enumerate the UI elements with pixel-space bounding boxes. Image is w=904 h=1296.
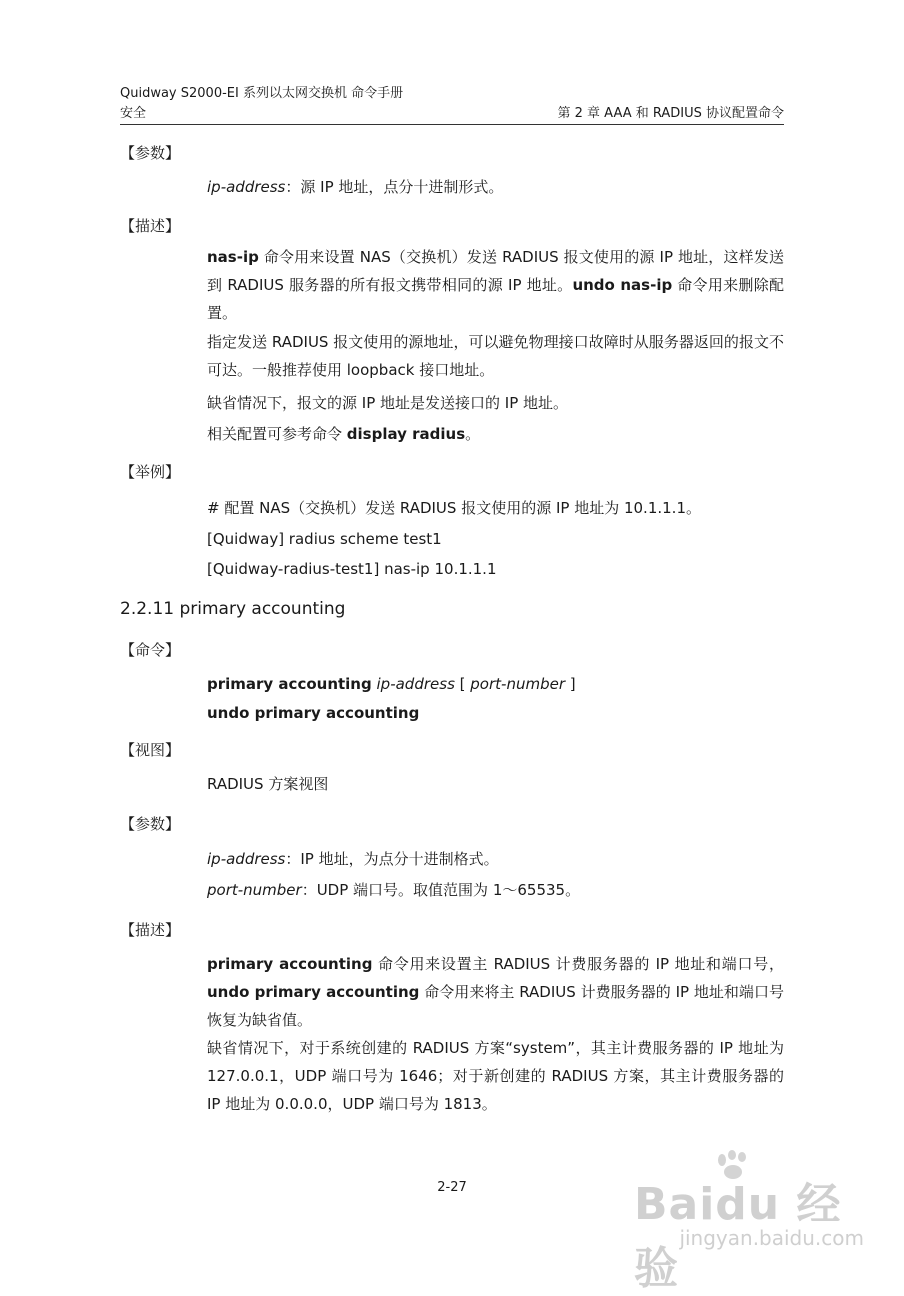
desc2-para-1	[207, 950, 784, 1034]
desc-text: 命令用来设置主 RADIUS 计费服务器的 IP 地址和端口号，	[372, 955, 784, 973]
cmd-display-radius: display radius	[346, 425, 466, 443]
desc2-para-2: 缺省情况下，对于系统创建的 RADIUS 方案“system”，其主计费服务器的 IP 地址为 127.0.0.1，UDP 端口号为 1646；对于新创建的 RADIUS 方案，其主计费服务器的 IP 地址为 0.0.0.0，UDP 端口号为 1813。	[207, 1039, 784, 1113]
bracket: ]	[564, 675, 576, 693]
command-line-1	[207, 674, 576, 694]
section-desc: 【描述】	[120, 217, 181, 235]
bracket: [	[454, 675, 471, 693]
section-params-2: 【参数】	[120, 815, 181, 833]
desc-para-1	[207, 243, 784, 327]
header-divider	[120, 124, 784, 125]
example-line-2: [Quidway] radius scheme test1	[207, 530, 442, 548]
cmd-undo-primary-accounting: undo primary accounting	[207, 983, 420, 1001]
view-text: RADIUS 方案视图	[207, 775, 329, 793]
watermark-url: jingyan.baidu.com	[679, 1226, 864, 1250]
header-chapter: 第 2 章 AAA 和 RADIUS 协议配置命令	[557, 106, 784, 121]
header-left: 安全	[120, 106, 147, 121]
param-name: ip-address	[207, 178, 286, 196]
command-line-2	[207, 703, 419, 723]
watermark-logo: Baidu 经验	[634, 1179, 842, 1294]
section-command: 【命令】	[120, 641, 181, 659]
header-title: Quidway S2000-EI 系列以太网交换机 命令手册	[120, 86, 404, 101]
param-ip-address	[207, 177, 503, 197]
desc-text: 命令用来设置 NAS（交换机）发送 RADIUS 报文使用的源 IP 地址，这样发送到 RADIUS 服务器的所有报文携带相同的源 IP 地址。	[207, 248, 784, 294]
cmd-primary-accounting: primary accounting	[207, 955, 373, 973]
cmd-nas-ip: nas-ip	[207, 248, 259, 266]
param-text: ：UDP 端口号。取值范围为 1～65535。	[301, 881, 581, 899]
cmd-primary-accounting: primary accounting	[207, 675, 372, 693]
section-heading: 2.2.11 primary accounting	[120, 599, 346, 619]
param-name: port-number	[207, 881, 302, 899]
desc-para-3: 缺省情况下，报文的源 IP 地址是发送接口的 IP 地址。	[207, 394, 569, 412]
desc-text: 命令用来将主 RADIUS 计费服务器的 IP 地址和端口号恢复为缺省值。	[207, 983, 784, 1029]
desc-para-2: 指定发送 RADIUS 报文使用的源地址，可以避免物理接口故障时从服务器返回的报文不可达。一般推荐使用 loopback 接口地址。	[207, 333, 784, 379]
header-row	[120, 106, 784, 122]
desc-text: 。	[465, 425, 481, 443]
baidu-watermark	[634, 1150, 864, 1294]
desc-text: 相关配置可参考命令	[207, 425, 347, 443]
arg-ip-address: ip-address	[376, 675, 455, 693]
section-desc-2: 【描述】	[120, 921, 181, 939]
param-text: ：源 IP 地址，点分十进制形式。	[285, 178, 504, 196]
desc-text: 命令用来删除配置。	[207, 276, 784, 322]
section-view: 【视图】	[120, 741, 181, 759]
arg-port-number: port-number	[470, 675, 565, 693]
param-name: ip-address	[207, 850, 286, 868]
cmd-undo-primary-accounting: undo primary accounting	[207, 704, 420, 722]
cmd-undo-nas-ip: undo nas-ip	[572, 276, 673, 294]
section-example: 【举例】	[120, 463, 181, 481]
param-ip-address-2	[207, 849, 499, 869]
page-number: 2-27	[437, 1180, 467, 1195]
example-line-1: # 配置 NAS（交换机）发送 RADIUS 报文使用的源 IP 地址为 10.1.1.1。	[207, 499, 701, 517]
param-text: ：IP 地址，为点分十进制格式。	[285, 850, 499, 868]
param-port-number	[207, 880, 580, 900]
example-line-3: [Quidway-radius-test1] nas-ip 10.1.1.1	[207, 560, 497, 578]
section-params: 【参数】	[120, 144, 181, 162]
desc-para-4	[207, 424, 480, 444]
